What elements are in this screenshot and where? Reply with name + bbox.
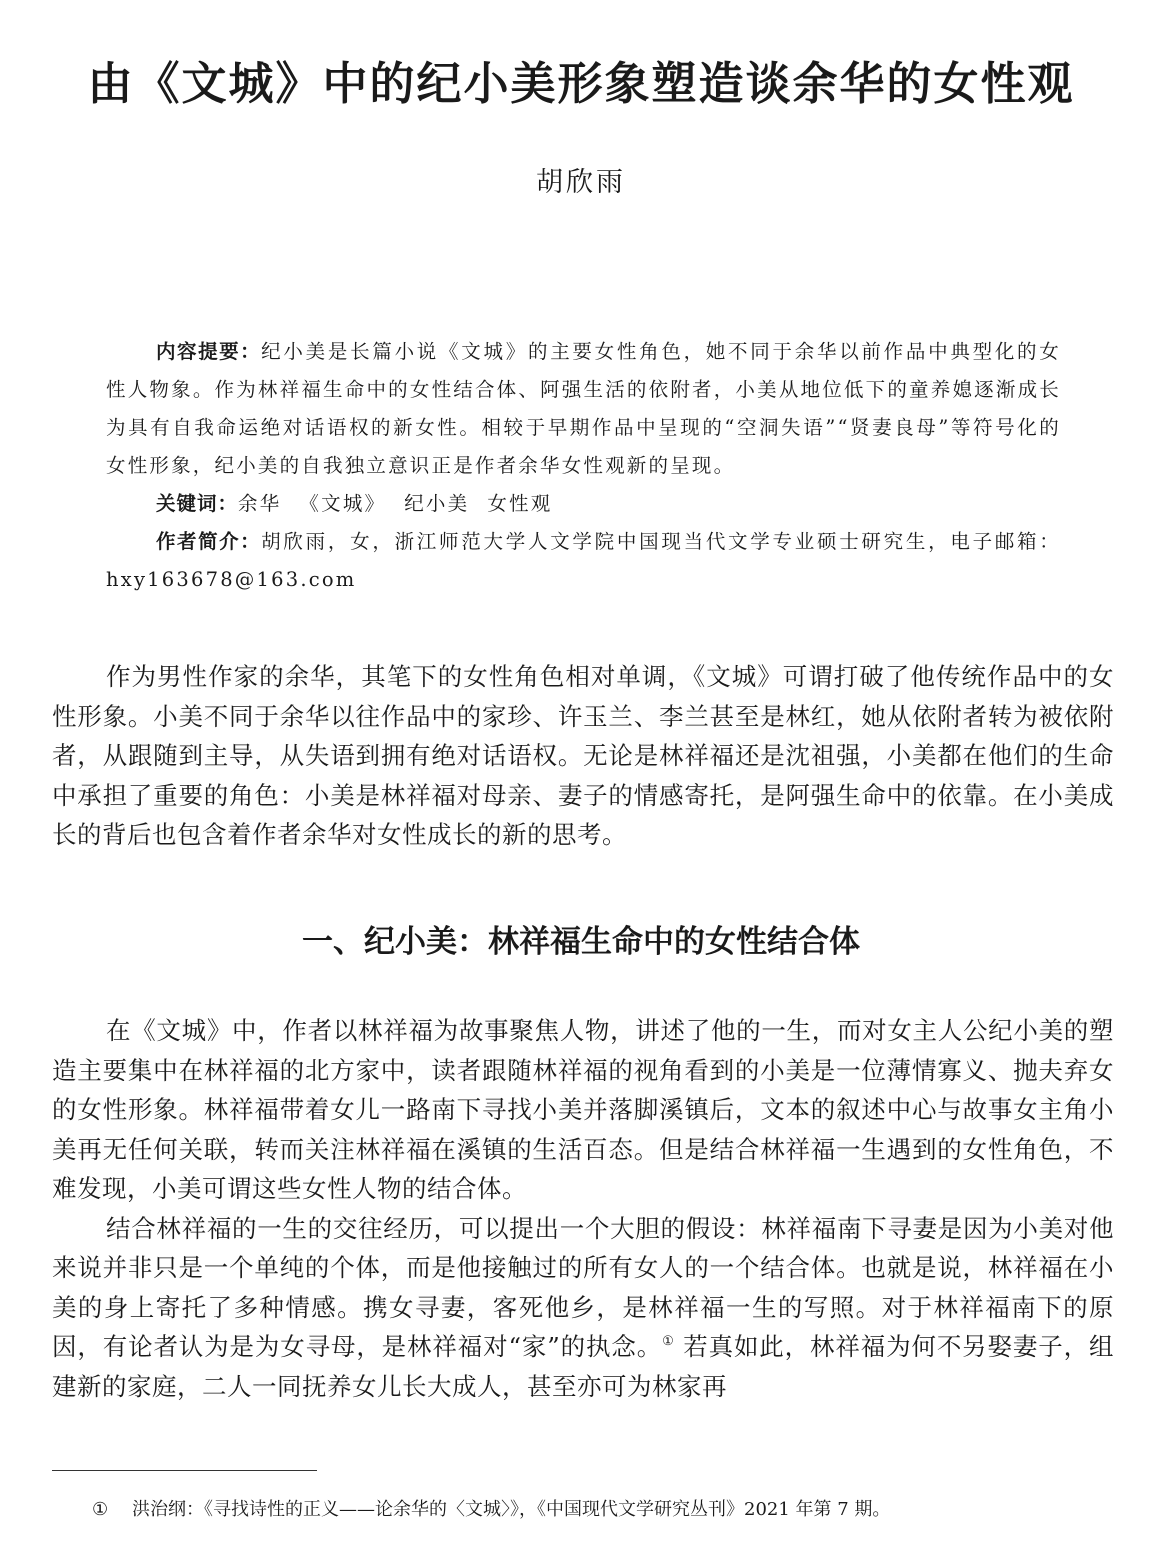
author-bio-label: 作者简介： (156, 530, 262, 553)
section-heading: 一、纪小美：林祥福生命中的女性结合体 (302, 924, 860, 960)
body-paragraph (52, 1209, 1114, 1407)
keyword: 女性观 (487, 492, 553, 515)
footnote-mark: ① (92, 1499, 109, 1520)
author-bio (106, 523, 1061, 599)
keyword: 《文城》 (299, 492, 387, 515)
paragraph-text: 若真如此，林祥福为何不另娶妻子，组建新的家庭，二人一同抚养女儿长大成人，甚至亦可为林家再 (52, 1332, 1114, 1401)
author-name: 胡欣雨 (536, 167, 626, 198)
abstract-text: 纪小美是长篇小说《文城》的主要女性角色，她不同于余华以前作品中典型化的女性人物象。作为林祥福生命中的女性结合体、阿强生活的依附者，小美从地位低下的童养媳逐渐成长为具有自我命运绝对话语权的新女性。相较于早期作品中呈现的“空洞失语”“贤妻良母”等符号化的女性形象，纪小美的自我独立意识正是作者余华女性观新的呈现。 (106, 340, 1061, 477)
keywords (106, 485, 1061, 523)
footnote-text: 洪治纲：《寻找诗性的正义——论余华的〈文城〉》，《中国现代文学研究丛刊》2021 年第 7 期。 (132, 1499, 891, 1520)
body-paragraph: 作为男性作家的余华，其笔下的女性角色相对单调，《文城》可谓打破了他传统作品中的女性形象。小美不同于余华以往作品中的家珍、许玉兰、李兰甚至是林红，她从依附者转为被依附者，从跟随到主导，从失语到拥有绝对话语权。无论是林祥福还是沈祖强，小美都在他们的生命中承担了重要的角色：小美是林祥福对母亲、妻子的情感寄托，是阿强生命中的依靠。在小美成长的背后也包含着作者余华对女性成长的新的思考。 (52, 662, 1114, 849)
abstract-label: 内容提要： (156, 340, 262, 363)
keyword: 纪小美 (404, 492, 470, 515)
intro-section (52, 657, 1114, 855)
paper-title: 由《文城》中的纪小美形象塑造谈余华的女性观 (87, 57, 1075, 110)
paragraph-text: 结合林祥福的一生的交往经历，可以提出一个大胆的假设：林祥福南下寻妻是因为小美对他来说并非只是一个单纯的个体，而是他接触过的所有女人的一个结合体。也就是说，林祥福在小美的身上寄托了多种情感。携女寻妻，客死他乡，是林祥福一生的写照。对于林祥福南下的原因，有论者认为是为女寻母，是林祥福对“家”的执念。 (52, 1213, 1114, 1361)
footnote (92, 1497, 1092, 1523)
abstract (106, 333, 1061, 485)
keyword: 余华 (238, 492, 282, 515)
footnote-reference[interactable]: ① (662, 1334, 675, 1349)
section-body (52, 1011, 1114, 1406)
body-paragraph: 在《文城》中，作者以林祥福为故事聚焦人物，讲述了他的一生，而对女主人公纪小美的塑造主要集中在林祥福的北方家中，读者跟随林祥福的视角看到的小美是一位薄情寡义、抛夫弃女的女性形象。林祥福带着女儿一路南下寻找小美并落脚溪镇后，文本的叙述中心与故事女主角小美再无任何关联，转而关注林祥福在溪镇的生活百态。但是结合林祥福一生遇到的女性角色，不难发现，小美可谓这些女性人物的结合体。 (52, 1016, 1114, 1203)
footnote-divider (52, 1470, 317, 1471)
author-bio-text: 胡欣雨，女，浙江师范大学人文学院中国现当代文学专业硕士研究生，电子邮箱：hxy163678@163.com (106, 530, 1061, 591)
abstract-section (106, 333, 1061, 599)
keywords-label: 关键词： (156, 492, 239, 515)
